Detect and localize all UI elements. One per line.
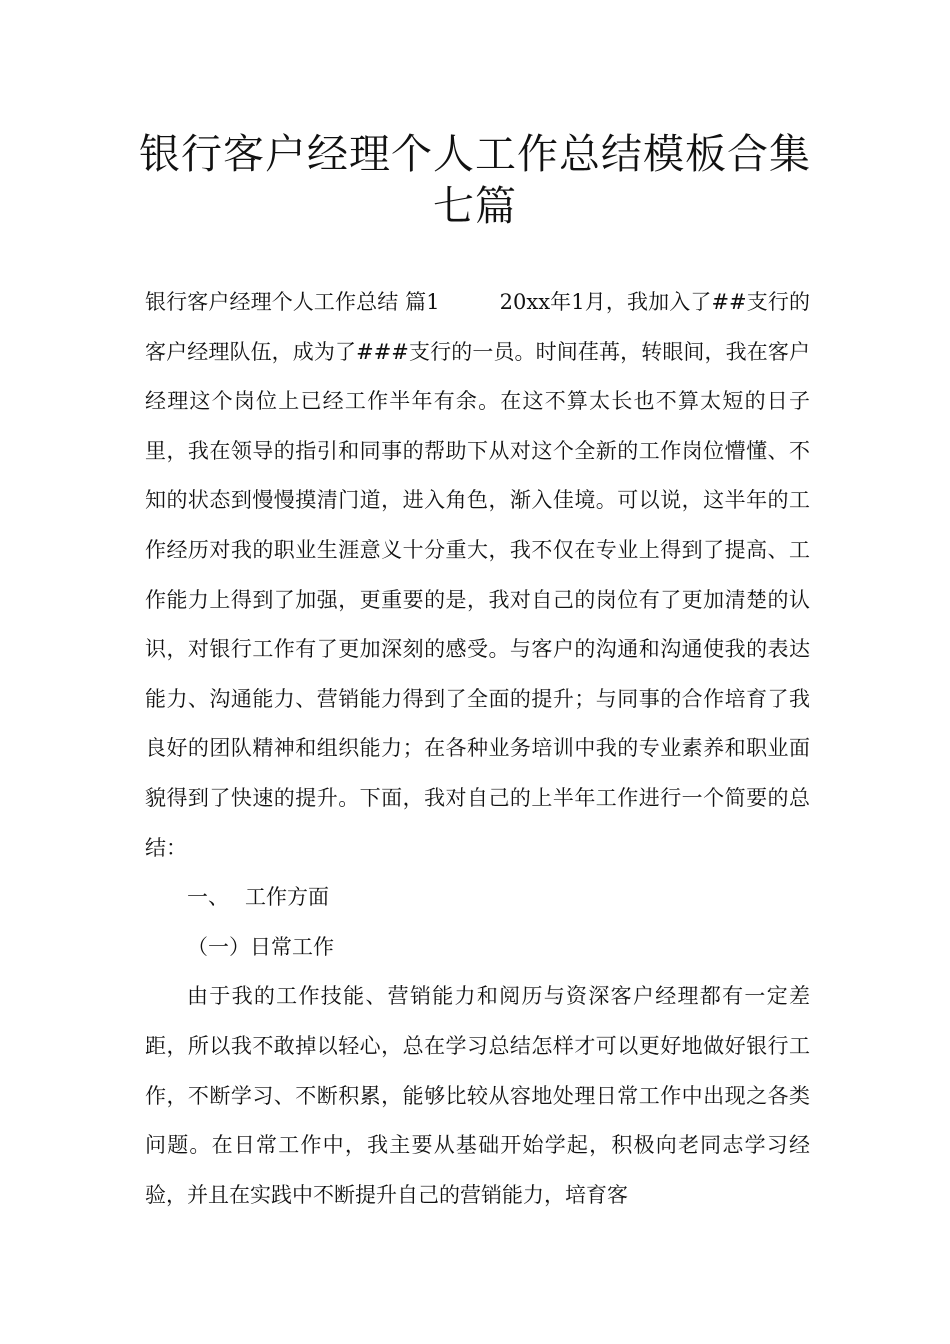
intro-text: 20xx年1月，我加入了##支行的客户经理队伍，成为了###支行的一员。时间荏苒，转眼间，我在客户经理这个岗位上已经工作半年有余。在这不算太长也不算太短的日子里，我在领导的指引和同事的帮助下从对这个全新的工作岗位懵懂、不知的状态到慢慢摸清门道，进入角色，渐入佳境。可以说，这半年的工作经历对我的职业生涯意义十分重大，我不仅在专业上得到了提高、工作能力上得到了加强，更重要的是，我对自己的岗位有了更加清楚的认识，对银行工作有了更加深刻的感受。与客户的沟通和沟通使我的表达能力、沟通能力、营销能力得到了全面的提升；与同事的合作培育了我良好的团队精神和组织能力；在各种业务培训中我的专业素养和职业面貌得到了快速的提升。下面，我对自己的上半年工作进行一个简要的总结： xyxy=(145,290,810,860)
section-number: 一、 xyxy=(187,885,229,910)
document-body xyxy=(145,278,810,1220)
body-paragraph: 由于我的工作技能、营销能力和阅历与资深客户经理都有一定差距，所以我不敢掉以轻心，总在学习总结怎样才可以更好地做好银行工作，不断学习、不断积累，能够比较从容地处理日常工作中出现之各类问题。在日常工作中，我主要从基础开始学起，积极向老同志学习经验，并且在实践中不断提升自己的营销能力，培育客 xyxy=(145,984,810,1207)
subsection-heading: （一）日常工作 xyxy=(187,934,334,959)
document-title: 银行客户经理个人工作总结模板合集七篇 xyxy=(139,130,811,230)
intro-paragraph xyxy=(145,278,810,873)
section-title: 工作方面 xyxy=(245,885,329,910)
section-heading xyxy=(145,873,810,923)
intro-label: 银行客户经理个人工作总结 篇1 xyxy=(145,290,440,314)
